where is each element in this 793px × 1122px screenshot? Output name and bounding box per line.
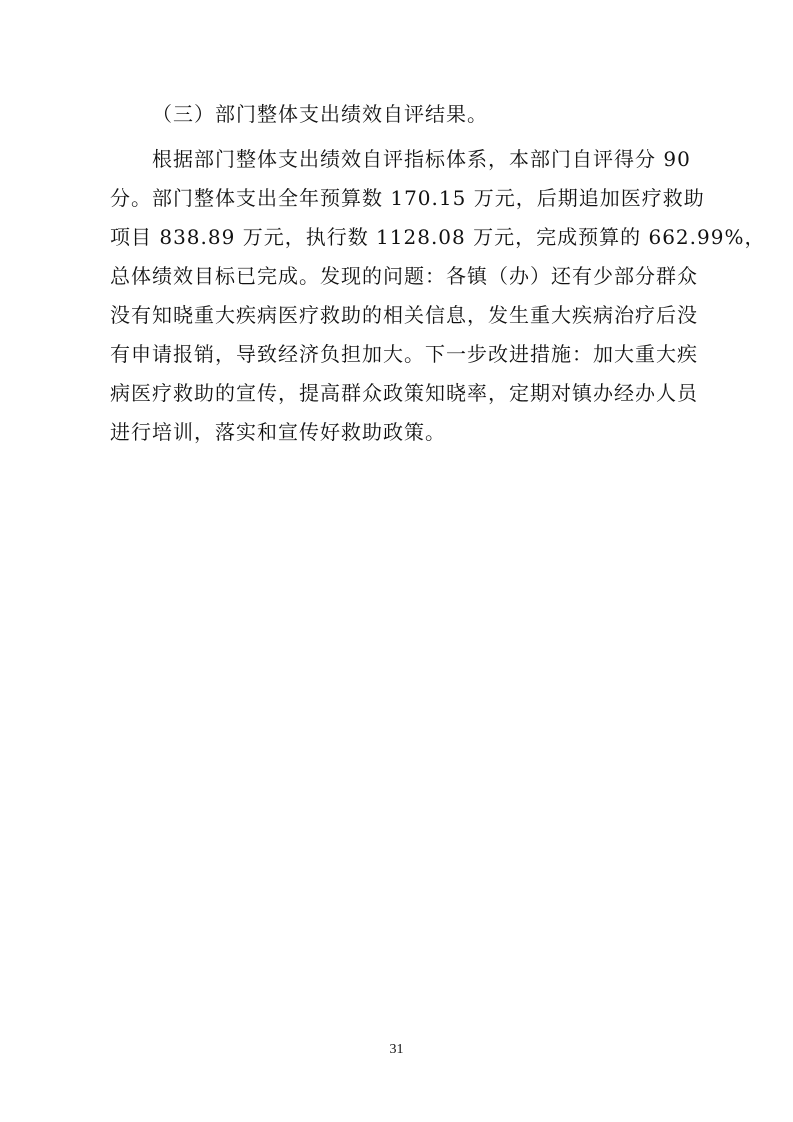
paragraph-line-6: 有申请报销，导致经济负担加大。下一步改进措施：加大重大疾 [110,342,698,366]
page-number: 31 [389,1042,404,1057]
paragraph-line-3: 项目 838.89 万元，执行数 1128.08 万元，完成预算的 662.99%， [110,225,766,249]
section-heading: （三）部门整体支出绩效自评结果。 [152,102,488,126]
paragraph-line-8: 进行培训，落实和宣传好救助政策。 [110,420,446,444]
paragraph-line-7: 病医疗救助的宣传，提高群众政策知晓率，定期对镇办经办人员 [110,381,698,405]
body-paragraph [110,140,766,452]
paragraph-line-1: 根据部门整体支出绩效自评指标体系，本部门自评得分 90 [152,147,691,171]
paragraph-line-5: 没有知晓重大疾病医疗救助的相关信息，发生重大疾病治疗后没 [110,303,698,327]
paragraph-line-4: 总体绩效目标已完成。发现的问题：各镇（办）还有少部分群众 [110,264,698,288]
paragraph-line-2: 分。部门整体支出全年预算数 170.15 万元，后期追加医疗救助 [110,186,705,210]
